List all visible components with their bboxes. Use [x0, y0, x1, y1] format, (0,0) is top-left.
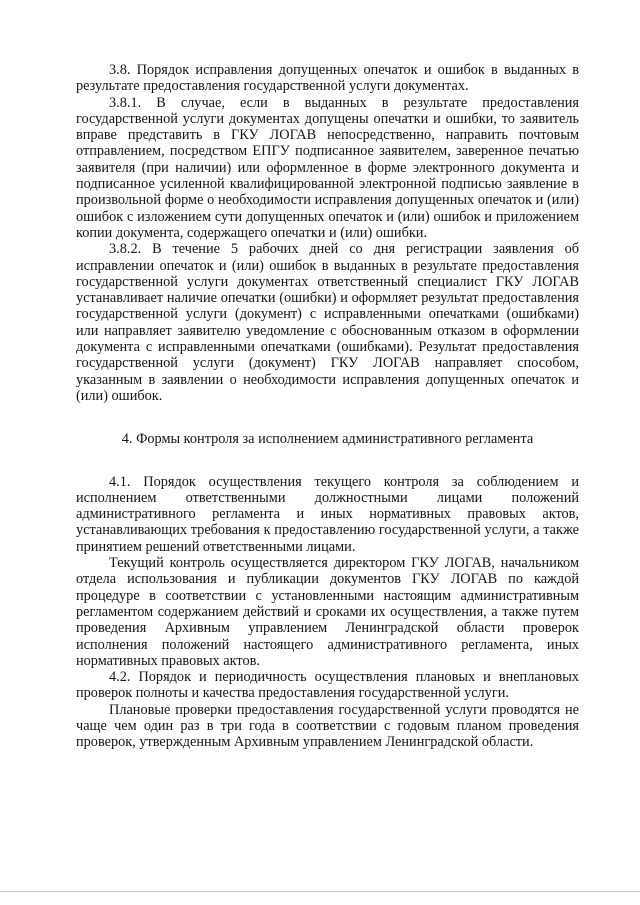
section-4-heading: 4. Формы контроля за исполнением административного регламента — [121, 431, 534, 448]
section-3-8-title: 3.8. Порядок исправления допущенных опечаток и ошибок в выданных в результате предоставления государственной услуги документах. — [76, 62, 579, 95]
paragraph-planned-checks: Плановые проверки предоставления государственной услуги проводятся не чаще чем один раз в три года в соответствии с годовым планом проведения проверок, утвержденным Архивным управлением Ленинградской области. — [76, 701, 579, 751]
document-page — [76, 62, 579, 751]
paragraph-4-1: 4.1. Порядок осуществления текущего контроля за соблюдением и исполнением ответственными должностными лицами положений административного регламента и иных нормативных правовых актов, устанавливающих требования к предоставлению государственной услуги, а также принятием решений ответственными лицами. — [76, 473, 579, 555]
bottom-scan-edge — [0, 891, 640, 892]
paragraph-current-control: Текущий контроль осуществляется директором ГКУ ЛОГАВ, начальником отдела использования и публикации документов ГКУ ЛОГАВ по каждой процедуре в соответствии с установленными настоящим административным регламентом содержанием действий и сроками их осуществления, а также путем проведения Архивным управлением Ленинградской области проверок исполнения положений настоящего административного регламента, иных нормативных правовых актов. — [76, 555, 579, 669]
paragraph-3-8-2: 3.8.2. В течение 5 рабочих дней со дня регистрации заявления об исправлении опечаток и (или) ошибок в выданных в результате предоставления государственной услуги документах ответственный специалист ГКУ ЛОГАВ устанавливает наличие опечатки (ошибки) и оформляет результат предоставления государственной услуги (документ) с исправленными опечатками (ошибками) или направляет заявителю уведомление с обоснованным отказом в оформлении документа с исправленными опечатками (ошибками). Результат предоставления государственной услуги (документ) ГКУ ЛОГАВ направляет способом, указанным в заявлении о необходимости исправления допущенных опечаток и (или) ошибок. — [76, 241, 579, 404]
paragraph-3-8-1: 3.8.1. В случае, если в выданных в результате предоставления государственной услуги документах допущены опечатки и ошибки, то заявитель вправе представить в ГКУ ЛОГАВ непосредственно, направить почтовым отправлением, посредством ЕПГУ подписанное заявителем, заверенное печатью заявителя (при наличии) или оформленное в форме электронного документа и подписанное усиленной квалифицированной электронной подписью заявление в произвольной форме о необходимости исправления допущенных опечаток и (или) ошибок с изложением сути допущенных опечаток и (или) ошибок и приложением копии документа, содержащего опечатки и (или) ошибки. — [76, 94, 579, 241]
paragraph-4-2: 4.2. Порядок и периодичность осуществления плановых и внеплановых проверок полноты и качества предоставления государственной услуги. — [76, 669, 579, 702]
